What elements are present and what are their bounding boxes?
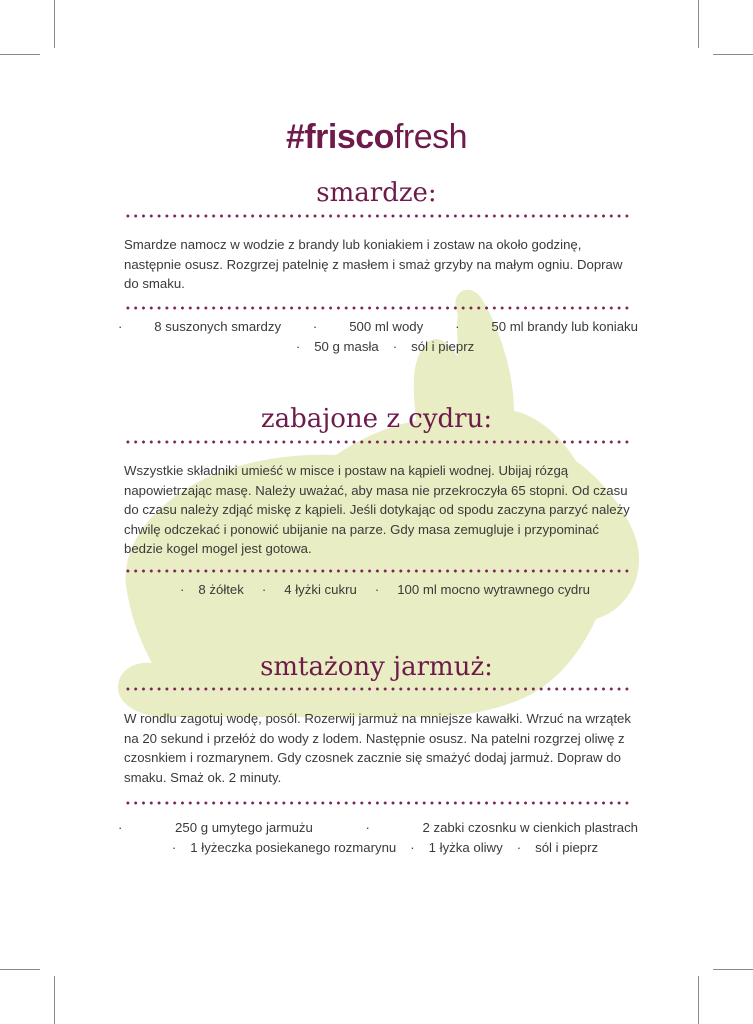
section-text: Wszystkie składniki umieść w misce i postaw na kąpieli wodnej. Ubijaj rózgą napowietrzając masę. Należy uważać, aby masa nie przekroczyła 65 stopni. Od czasu do czasu należy zdjąć miskę z kąpieli. Jeśli dotykając od spodu zaczyna parzyć należy chwilę odczekać i ponowić ubijanie na parze. Gdy masa zemugluje i przypominać bedzie kogel mogel jest gotowa. [124, 463, 630, 556]
bullet: · [171, 840, 177, 855]
bullet: · [516, 840, 522, 855]
dotted-divider [124, 569, 631, 573]
brand-logo-light: fresh [393, 118, 468, 156]
bullet: · [392, 339, 398, 354]
ingredients-list [118, 317, 638, 357]
ingredient: 1 łyżeczka posiekanego rozmarynu [190, 840, 397, 855]
ingredients-list [118, 580, 638, 600]
section-text: W rondlu zagotuj wodę, posól. Rozerwij jarmuż na mniejsze kawałki. Wrzuć na wrzątek na 20 sekund i przełóż do wody z lodem. Następnie osusz. Na patelni rozgrzej oliwę z czosnkiem i rozmarynem. Gdy czosnek zacznie się smażyć dodaj jarmuż. Dopraw do smaku. Smaż ok. 2 minuty. [124, 711, 631, 785]
crop-mark [0, 969, 40, 970]
ingredient: 100 ml mocno wytrawnego cydru [397, 582, 590, 597]
bullet: · [118, 319, 123, 334]
ingredient: 500 ml wody [349, 319, 424, 334]
crop-mark [54, 976, 55, 1024]
ingredients-row [118, 818, 638, 838]
ingredients-row [118, 838, 638, 858]
ingredient: 2 zabki czosnku w cienkich plastrach [422, 820, 638, 835]
bullet: · [455, 319, 460, 334]
section-title: zabajone z cydru: [260, 404, 493, 434]
ingredient: 8 żółtek [198, 582, 244, 597]
crop-mark [54, 0, 55, 48]
crop-mark [698, 976, 699, 1024]
dotted-divider [124, 214, 631, 218]
brand-logo [0, 118, 753, 157]
ingredient: 1 łyżka oliwy [428, 840, 503, 855]
dotted-divider [124, 687, 631, 691]
ingredients-list [118, 818, 638, 858]
dotted-divider [124, 306, 631, 310]
brand-logo-bold: #frisco [285, 118, 394, 156]
bullet: · [179, 582, 185, 597]
bullet: · [374, 582, 380, 597]
ingredient: 250 g umytego jarmużu [175, 820, 313, 835]
dotted-divider [124, 801, 631, 805]
section-title: smardze: [316, 178, 437, 208]
bullet: · [365, 820, 370, 835]
ingredient: 50 ml brandy lub koniaku [491, 319, 638, 334]
bullet: · [410, 840, 415, 855]
ingredient: 4 łyżki cukru [284, 582, 357, 597]
ingredients-row [118, 337, 638, 357]
crop-mark [713, 969, 753, 970]
ingredients-row [118, 317, 638, 337]
ingredient: sól i pieprz [411, 339, 475, 354]
ingredient: 50 g masła [314, 339, 379, 354]
ingredient: 8 suszonych smardzy [154, 319, 282, 334]
section-title: smtażony jarmuż: [260, 652, 493, 682]
bullet: · [295, 339, 301, 354]
crop-mark [698, 0, 699, 48]
crop-mark [713, 54, 753, 55]
section-text: Smardze namocz w wodzie z brandy lub koniakiem i zostaw na około godzinę, następnie osusz. Rozgrzej patelnię z masłem i smaż grzyby na małym ogniu. Dopraw do smaku. [124, 237, 623, 291]
dotted-divider [124, 440, 631, 444]
ingredients-row [118, 580, 638, 600]
bullet: · [118, 820, 123, 835]
bullet: · [261, 582, 267, 597]
ingredient: sól i pieprz [535, 840, 599, 855]
crop-mark [0, 54, 40, 55]
bullet: · [312, 319, 318, 334]
